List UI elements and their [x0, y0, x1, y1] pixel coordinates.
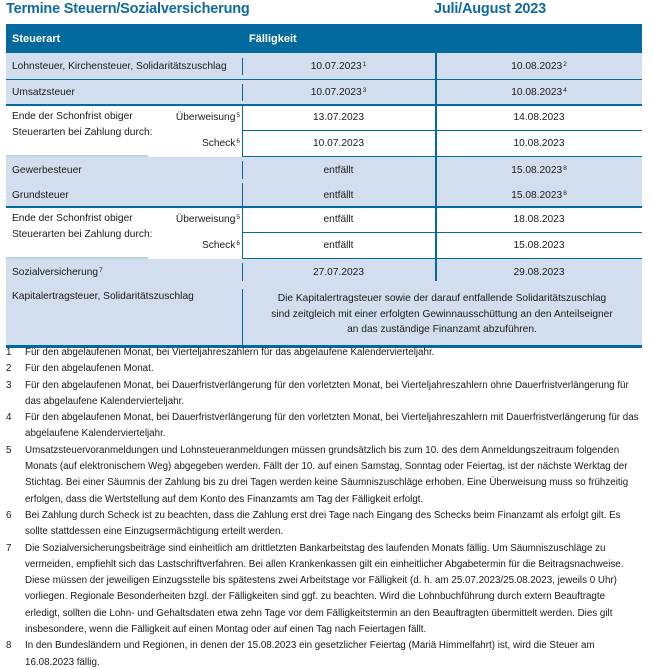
note-line: an das zuständige Finanzamt abzuführen.	[347, 324, 537, 335]
date-august: 15.08.2023	[513, 240, 565, 251]
table-row	[6, 53, 642, 80]
footnote-number: 2	[6, 363, 12, 375]
date-july: entfällt	[323, 240, 354, 251]
page-title: Termine Steuern/Sozialversicherung	[6, 1, 250, 17]
date-august: 15.08.2023 $^8$	[511, 189, 567, 201]
date-july: 10.07.2023 $^1$	[310, 61, 367, 72]
column-header-steuerart: Steuerart	[12, 33, 61, 45]
date-july: entfällt	[323, 214, 354, 225]
footnote-text: Bei Zahlung durch Scheck ist zu beachten, dass die Zahlung erst drei Tage nach Eingang des Schecks beim Finanzamt als erfolgt gilt. Es sollte stattdessen eine Einzugsermächtigung erteilt werden.	[25, 509, 621, 538]
date-july: entfällt	[323, 189, 354, 201]
date-august: 29.08.2023	[513, 266, 565, 278]
note-line: sind zeitgleich mit einer erfolgten Gewinnausschüttung an den Anteilseigner	[271, 308, 613, 320]
date-july: 13.07.2023	[313, 112, 364, 123]
footnote	[6, 345, 642, 361]
divider	[242, 161, 243, 179]
footnote	[6, 378, 642, 411]
sub-label: Scheck $^6$	[201, 240, 240, 251]
footnote-number: 4	[6, 412, 12, 424]
footnote	[6, 541, 642, 639]
date-august: 14.08.2023	[513, 112, 565, 123]
tax-dates-table	[6, 24, 642, 345]
footnote-number: 6	[6, 509, 12, 521]
divider	[242, 207, 243, 259]
divider	[242, 58, 243, 75]
row-label: Kapitalertragsteuer, Solidaritätszuschlag	[12, 291, 194, 302]
title-bar	[6, 1, 642, 21]
divider	[435, 80, 437, 105]
divider	[242, 263, 243, 281]
row-label: Gewerbesteuer	[12, 164, 82, 176]
divider	[435, 105, 437, 157]
table-row-group	[6, 207, 642, 259]
footnote	[6, 410, 642, 443]
table-header	[6, 24, 642, 53]
footnote-number: 1	[6, 347, 12, 358]
row-label: Sozialversicherung $^7$	[12, 266, 103, 278]
table-row	[6, 183, 642, 207]
sub-label: Überweisung $^5$	[175, 112, 240, 123]
date-august: 10.08.2023	[513, 138, 565, 149]
divider	[435, 183, 437, 207]
period-title: Juli/August 2023	[434, 1, 547, 17]
table-row	[6, 259, 642, 285]
note-line: Die Kapitalertragsteuer sowie der darauf entfallende Solidaritätszuschlag	[277, 293, 607, 304]
table-row	[6, 157, 642, 183]
footnote-number: 5	[6, 444, 12, 456]
table-row	[6, 80, 642, 105]
footnotes	[6, 345, 642, 668]
column-header-faelligkeit: Fälligkeit	[249, 33, 297, 45]
footnote	[6, 443, 642, 508]
divider	[242, 105, 243, 157]
footnote-text: Die Sozialversicherungsbeiträge sind einheitlich am drittletzten Bankarbeitstag des laufenden Monats fällig. Um Säumniszuschläge zu vermeiden, empfiehlt sich das Lastschriftverfahren. Bei allen Krankenkassen gilt ein einheitlicher Abgabetermin für die Beitragsnachweise. Diese müssen der jeweiligen Einzugsstelle bis spätestens zwei Arbeitstage vor Fälligkeit (d. h. am 25.07.2023/25.08.2023, jeweils 0 Uhr) vorliegen. Regionale Besonderheiten bzgl. der Fälligkeiten sind ggf. zu beachten. Wird die Lohnbuchführung durch extern Beauftragte erledigt, sollten die Lohn- und Gehaltsdaten etwa zehn Tage vor dem Fälligkeitstermin an den Beauftragten übermittelt werden. Dies gilt insbesondere, wenn die Fälligkeit auf einen Montag oder auf einen Tag nach Feiertagen fällt.	[25, 542, 624, 636]
footnote-text: Für den abgelaufenen Monat, bei Dauerfristverlängerung für den vorletzten Monat, bei Vierteljahreszahlern ohne Dauerfristverlängerung für das abgelaufene Kalendervierteljahr.	[25, 379, 629, 407]
footnote-number: 3	[6, 379, 12, 391]
footnote-text: Für den abgelaufenen Monat, bei Vierteljahreszahlern für das abgelaufene Kalendervierteljahr.	[25, 347, 435, 358]
date-july: 10.07.2023	[313, 138, 364, 149]
divider	[435, 157, 437, 183]
row-label: Lohnsteuer, Kirchensteuer, Solidaritätszuschlag	[12, 61, 227, 72]
divider	[242, 84, 243, 101]
divider	[435, 259, 437, 281]
date-august: 15.08.2023 $^8$	[511, 164, 567, 176]
divider	[435, 53, 437, 80]
date-august: 10.08.2023 $^2$	[511, 61, 567, 72]
date-july: 10.07.2023 $^3$	[310, 87, 367, 98]
divider	[242, 289, 243, 345]
row-label: Grundsteuer	[12, 189, 69, 201]
footnote-text: Umsatzsteuervoranmeldungen und Lohnsteueranmeldungen müssen grundsätzlich bis zum 10. des dem Anmeldungszeitraum folgenden Monats (auf elektronischem Weg) abgegeben werden. Fällt der 10. auf einen Samstag, Sonntag oder Feiertag, ist der nächste Werktag der Stichtag. Bei einer Säumnis der Zahlung bis zu drei Tagen werden keine Säumniszuschläge erhoben. Eine Überweisung muss so frühzeitig erfolgen, dass die Wertstellung auf dem Konto des Finanzamts am Tag der Fälligkeit erfolgt.	[25, 444, 629, 505]
divider	[435, 207, 437, 259]
group-label: Ende der Schonfrist obiger Steuerarten bei Zahlung durch:	[12, 111, 153, 138]
table-row	[6, 285, 642, 345]
footnote	[6, 508, 642, 541]
sub-label: Scheck $^6$	[201, 138, 240, 149]
footnote-text: In den Bundesländern und Regionen, in denen der 15.08.2023 ein gesetzlicher Feiertag (Mariä Himmelfahrt) ist, wird die Steuer am 16.08.2023 fällig.	[25, 640, 595, 668]
footnote	[6, 361, 642, 377]
group-label: Ende der Schonfrist obiger Steuerarten bei Zahlung durch:	[12, 213, 153, 240]
date-august: 18.08.2023	[513, 214, 565, 225]
date-august: 10.08.2023 $^4$	[511, 87, 567, 98]
row-label: Umsatzsteuer	[12, 87, 75, 98]
footnote-text: Für den abgelaufenen Monat.	[25, 363, 154, 375]
divider	[242, 183, 243, 207]
sub-label: Überweisung $^5$	[175, 214, 240, 225]
date-july: entfällt	[323, 164, 354, 176]
footnote-text: Für den abgelaufenen Monat, bei Dauerfristverlängerung für den vorletzten Monat, bei Vierteljahreszahlern mit Dauerfristverlängerung für das abgelaufene Kalendervierteljahr.	[25, 412, 639, 440]
kapitalertrag-note	[242, 291, 642, 338]
footnote-number: 7	[6, 542, 12, 554]
date-july: 27.07.2023	[313, 266, 364, 278]
table-row-group	[6, 105, 642, 157]
footnote	[6, 638, 642, 668]
footnote-number: 8	[6, 640, 12, 652]
